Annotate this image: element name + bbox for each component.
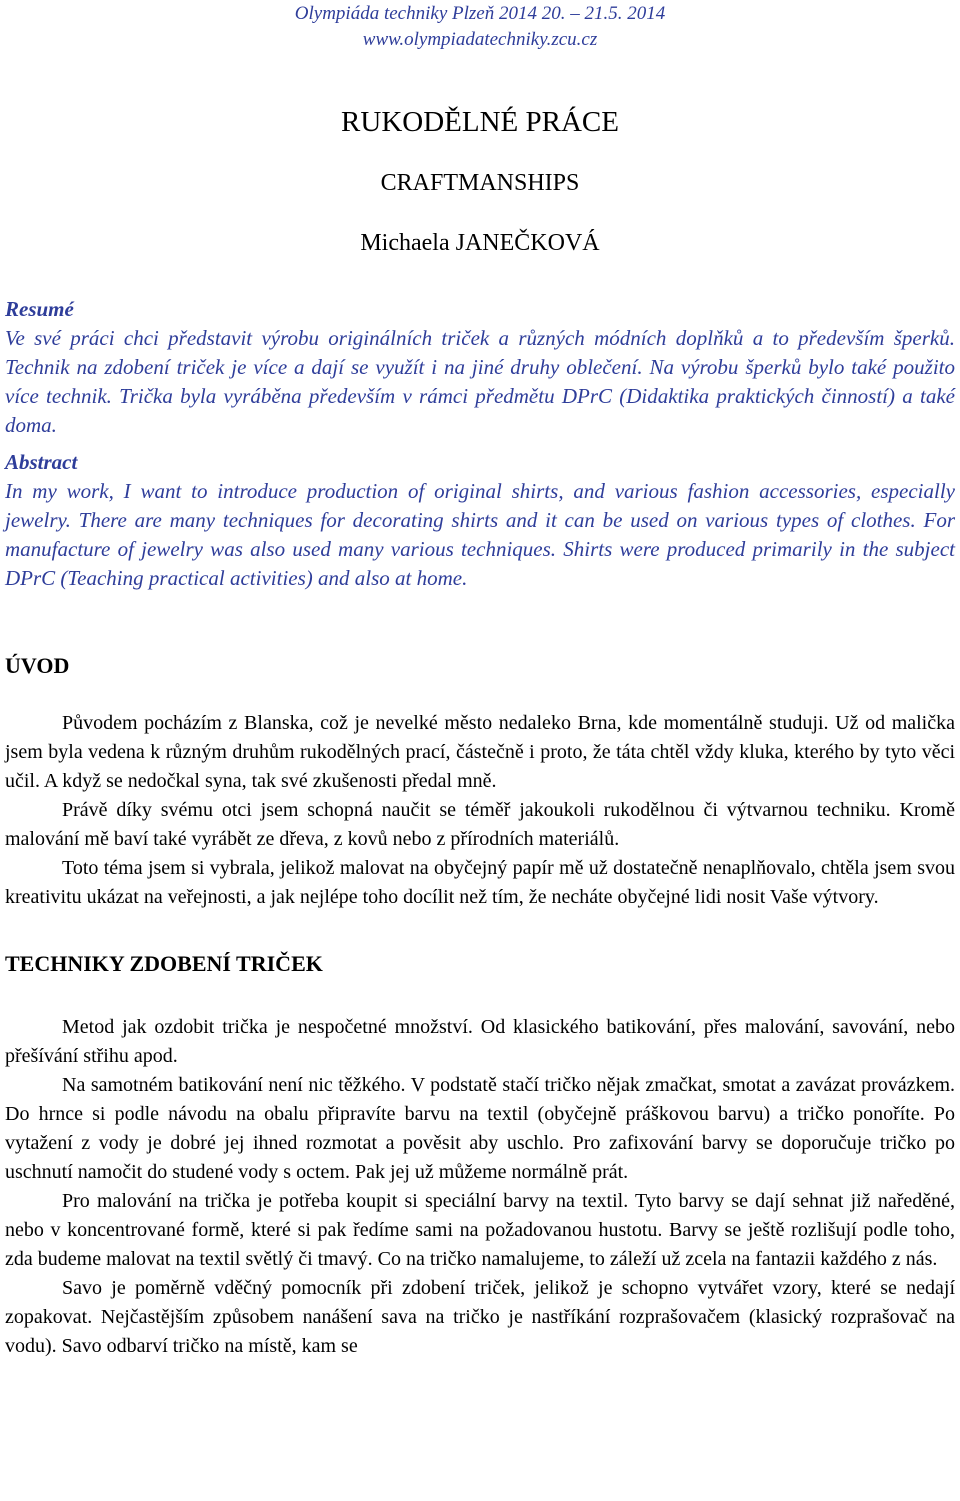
abstract-text: In my work, I want to introduce production of original shirts, and various fashion accessories, especially jewelry. There are many techniques for decorating shirts and it can be used on various types of clothes. For manufacture of jewelry was also used many various techniques. Shirts were produced primarily in the subject DPrC (Teaching practical activities) and also at home. — [5, 479, 955, 590]
abstract-heading: Abstract — [5, 450, 78, 474]
techniques-paragraph: Metod jak ozdobit trička je nespočetné množství. Od klasického batikování, přes malování, savování, nebo přešívání střihu apod. — [5, 1016, 955, 1067]
techniques-heading: TECHNIKY ZDOBENÍ TRIČEK — [5, 951, 323, 976]
conference-header: Olympiáda techniky Plzeň 2014 20. – 21.5. 2014 — [294, 3, 666, 24]
paper-author: Michaela JANEČKOVÁ — [360, 230, 600, 256]
intro-paragraph: Právě díky svému otci jsem schopná naučit se téměř jakoukoli rukodělnou či výtvarnou techniku. Kromě malování mě baví také vyrábět ze dřeva, z kovů nebo z přírodních materiálů. — [5, 799, 955, 850]
intro-heading: ÚVOD — [5, 653, 70, 678]
paper-subtitle: CRAFTMANSHIPS — [380, 170, 580, 196]
paper-title: RUKODĚLNÉ PRÁCE — [341, 106, 619, 138]
resume-heading: Resumé — [5, 297, 74, 321]
intro-paragraph: Toto téma jsem si vybrala, jelikož malovat na obyčejný papír mě už dostatečně nenaplňovalo, chtěla jsem svou kreativitu ukázat na veřejnosti, a jak nejlépe toho docílit než tím, že necháte obyčejné lidi nosit Vaše výtvory. — [5, 857, 955, 908]
intro-paragraph: Původem pocházím z Blanska, což je nevelké město nedaleko Brna, kde momentálně studuji. Už od malička jsem byla vedena k různým druhům rukodělných prací, částečně i proto, že táta chtěl vždy kluka, kterého by tyto věci učil. A když se nedočkal syna, tak své zkušenosti předal mně. — [5, 712, 955, 792]
resume-text: Ve své práci chci představit výrobu originálních triček a různých módních doplňků a to především šperků. Technik na zdobení triček je více a dají se využít i na jiné druhy oblečení. Na výrobu šperků bylo také použito více technik. Trička byla vyráběna především v rámci předmětu DPrC (Didaktika praktických činností) a také doma. — [5, 326, 955, 437]
techniques-paragraph: Na samotném batikování není nic těžkého. V podstatě stačí tričko nějak zmačkat, smotat a zavázat provázkem. Do hrnce si podle návodu na obalu připravíte barvu na textil (obyčejně práškovou barvu) a tričko ponoříte. Po vytažení z vody je dobré jej ihned rozmotat a pověsit aby uschlo. Pro zafixování barvy se doporučuje tričko po uschnutí namočit do studené vody s octem. Pak jej už můžeme normálně prát. — [5, 1074, 955, 1183]
document-page — [5, 0, 955, 1361]
techniques-paragraph: Pro malování na trička je potřeba koupit si speciální barvy na textil. Tyto barvy se dají sehnat již naředěné, nebo v koncentrované formě, které si pak ředíme sami na požadovanou hustotu. Barvy se ještě rozlišují podle toho, zda budeme malovat na textil světlý či tmavý. Co na tričko namalujeme, to záleží už zcela na fantazii každého z nás. — [5, 1190, 955, 1270]
techniques-paragraph: Savo je poměrně vděčný pomocník při zdobení triček, jelikož je schopno vytvářet vzory, které se nedají zopakovat. Nejčastějším způsobem nanášení sava na tričko je nastříkání rozprašovačem (klasický rozprašovač na vodu). Savo odbarví tričko na místě, kam se — [5, 1277, 955, 1357]
conference-url: www.olympiadatechniky.zcu.cz — [362, 29, 598, 50]
